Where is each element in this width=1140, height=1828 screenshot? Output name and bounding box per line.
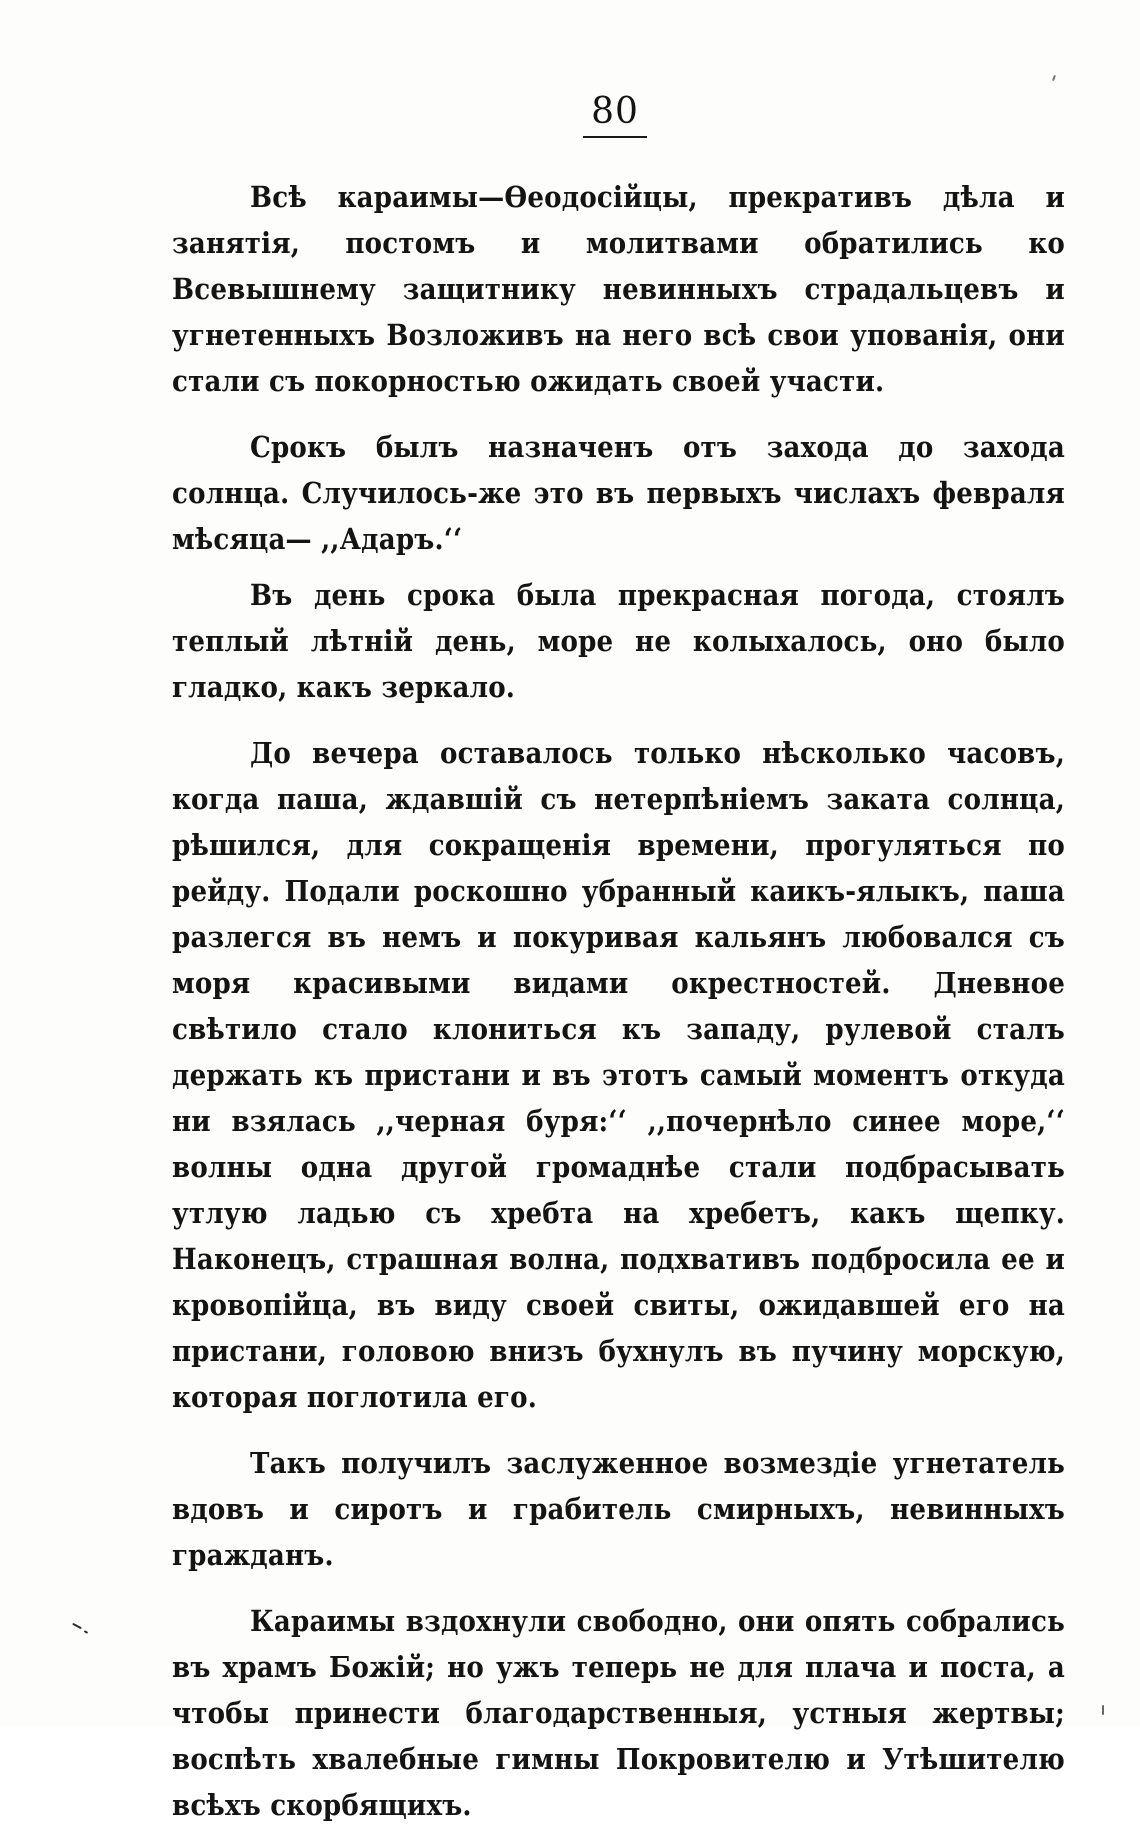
- paragraph-4: До вечера оставалось только нѣсколько часовъ, когда паша, ждавшій съ нетерпѣніемъ заката солнца, рѣшился, для сокращенія времени, прогуляться по рейду. Подали роскошно убранный каикъ-ялыкъ, паша разлегся въ немъ и покуривая кальянъ любовался съ моря красивыми видами окрестностей. Дневное свѣтило стало клониться къ западу, рулевой сталъ держать къ пристани и въ этотъ самый моментъ откуда ни взялась ,,черная буря:‘‘ ,,почернѣло синее море,‘‘ волны одна другой громаднѣе стали подбрасывать утлую ладью съ хребта на хребетъ, какъ щепку. Наконецъ, страшная волна, подхвативъ подбросила ее и кровопійца, въ виду своей свиты, ожидавшей его на пристани, головою внизъ бухнулъ въ пучину морскую, которая поглотила его.: [172, 736, 1065, 1414]
- scan-speck: [84, 1630, 88, 1634]
- page-number: 80: [591, 91, 639, 132]
- scan-speck: [72, 1623, 82, 1629]
- body-text: [172, 174, 1065, 1828]
- scan-speck: [1052, 75, 1056, 81]
- paragraph-2: Срокъ былъ назначенъ отъ захода до захода солнца. Случилось-же это въ первыхъ числахъ февраля мѣсяца— ,,Адаръ.‘‘: [172, 430, 1065, 556]
- scan-speck: [1102, 1705, 1104, 1715]
- page-number-underline: [583, 136, 647, 138]
- paragraph-3: Въ день срока была прекрасная погода, стоялъ теплый лѣтній день, море не колыхалось, оно было гладко, какъ зеркало.: [172, 578, 1065, 704]
- paragraph-5: Такъ получилъ заслуженное возмездіе угнетатель вдовъ и сиротъ и грабитель смирныхъ, невинныхъ гражданъ.: [172, 1446, 1065, 1572]
- paragraph-6: Караимы вздохнули свободно, они опять собрались въ храмъ Божій; но ужъ теперь не для плача и поста, а чтобы принести благодарственныя, устныя жертвы; воспѣть хвалебные гимны Покровителю и Утѣшителю всѣхъ скорбящихъ.: [172, 1604, 1065, 1822]
- paragraph-1: Всѣ караимы—Ѳеодосійцы, прекративъ дѣла и занятія, постомъ и молитвами обратились ко Всевышнему защитнику невинныхъ страдальцевъ и угнетенныхъ Возложивъ на него всѣ свои упованія, они стали съ покорностью ожидать своей участи.: [172, 180, 1065, 398]
